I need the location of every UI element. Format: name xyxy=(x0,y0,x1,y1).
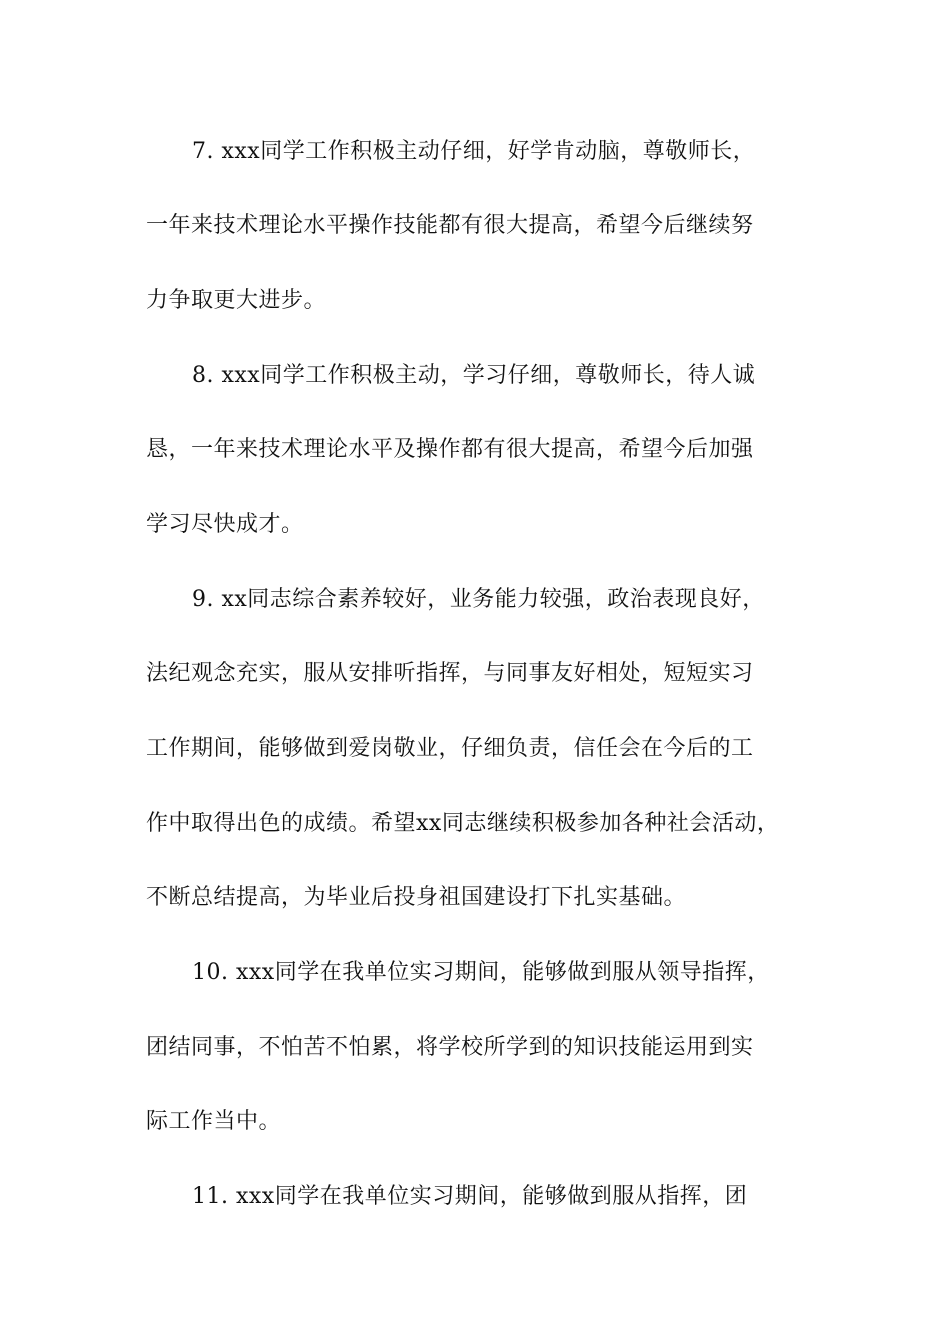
paragraph-9-line-4: 作中取得出色的成绩。希望xx同志继续积极参加各种社会活动， xyxy=(146,811,780,836)
paragraph-9-line-2: 法纪观念充实，服从安排听指挥，与同事友好相处，短短实习 xyxy=(146,661,754,686)
paragraph-9-line-3: 工作期间，能够做到爱岗敬业，仔细负责，信任会在今后的工 xyxy=(146,736,754,761)
paragraph-10-line-1: 10. xxx同学在我单位实习期间，能够做到服从领导指挥， xyxy=(192,960,770,985)
paragraph-7-line-1: 7. xxx同学工作积极主动仔细，好学肯动脑，尊敬师长， xyxy=(192,139,756,164)
paragraph-8-line-3: 学习尽快成才。 xyxy=(146,512,304,537)
paragraph-7-line-3: 力争取更大进步。 xyxy=(146,288,327,313)
paragraph-8-line-2: 恳，一年来技术理论水平及操作都有很大提高，希望今后加强 xyxy=(146,437,754,462)
paragraph-9-line-1: 9. xx同志综合素养较好，业务能力较强，政治表现良好， xyxy=(192,587,765,612)
paragraph-7-line-2: 一年来技术理论水平操作技能都有很大提高，希望今后继续努 xyxy=(146,213,754,238)
paragraph-10-line-2: 团结同事，不怕苦不怕累，将学校所学到的知识技能运用到实 xyxy=(146,1035,754,1060)
paragraph-8-line-1: 8. xxx同学工作积极主动，学习仔细，尊敬师长，待人诚 xyxy=(192,363,756,388)
paragraph-9-line-5: 不断总结提高，为毕业后投身祖国建设打下扎实基础。 xyxy=(146,885,687,910)
paragraph-10-line-3: 际工作当中。 xyxy=(146,1109,282,1134)
paragraph-11-line-1: 11. xxx同学在我单位实习期间，能够做到服从指挥，团 xyxy=(192,1184,748,1209)
